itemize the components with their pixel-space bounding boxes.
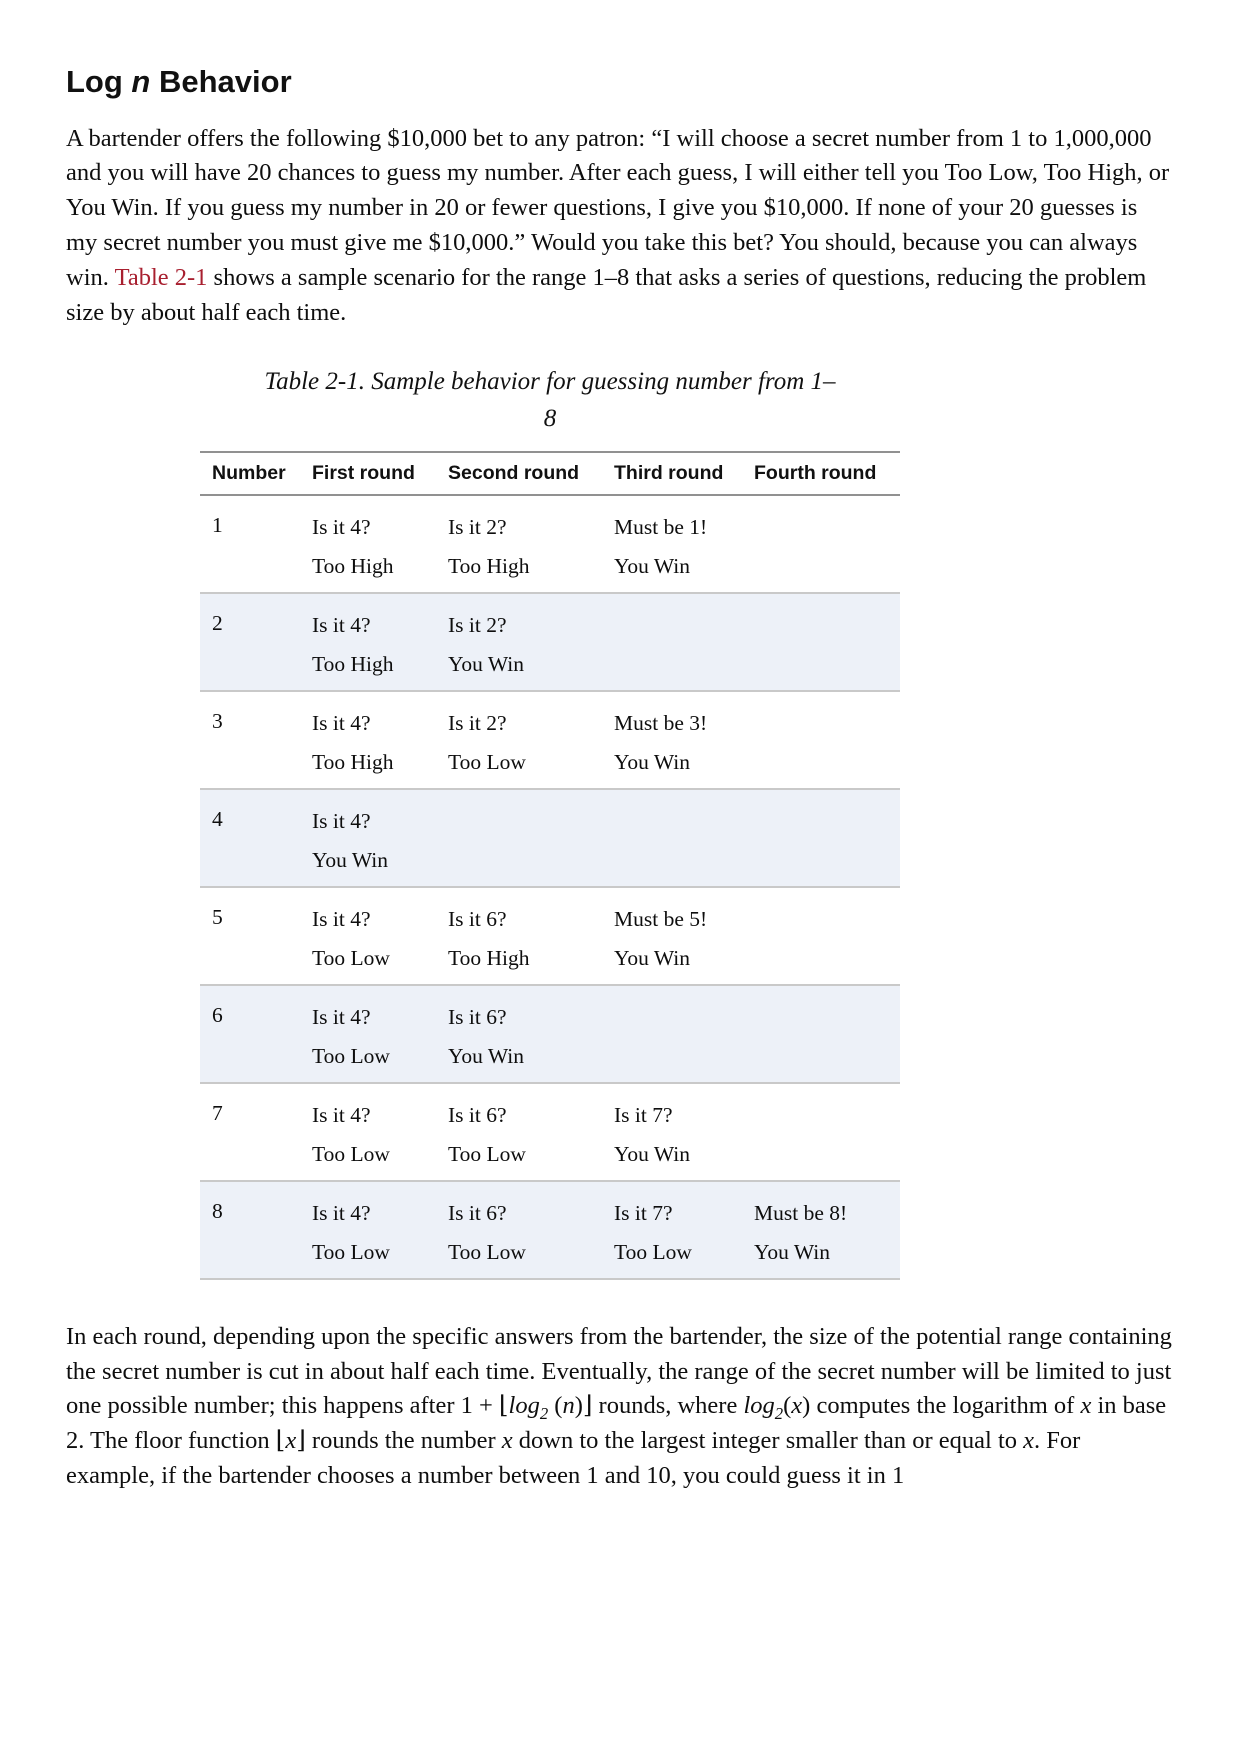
table-body xyxy=(200,495,900,1279)
cell-round xyxy=(436,495,602,593)
cell-round xyxy=(602,495,742,593)
cell-number: 2 xyxy=(212,610,223,635)
cell-question: Must be 3! xyxy=(614,710,708,735)
text-run: . For example, if the bartender chooses a number between 1 and 10, you could guess it in 1 xyxy=(66,1427,1081,1489)
cell-round xyxy=(300,495,436,593)
cell-round xyxy=(742,985,900,1083)
cell-round xyxy=(300,593,436,691)
cell-answer: Too Low xyxy=(448,1239,526,1264)
text-run: Table 2-1. Sample behavior for guessing number from 1– xyxy=(264,368,836,396)
cell-round xyxy=(436,789,602,887)
cell-number: 3 xyxy=(212,708,223,733)
cell-answer: Too Low xyxy=(614,1239,692,1264)
cell-question: Is it 4? xyxy=(312,710,371,735)
text-run: shows a sample scenario for the range 1–8 that asks a series of questions, reducing the problem size by about half each time. xyxy=(66,263,1147,326)
text-run: Behavior xyxy=(150,64,292,99)
text-run: ( xyxy=(548,1392,563,1420)
text-run: 2 xyxy=(539,1404,549,1424)
cell-round xyxy=(436,691,602,789)
closing-paragraph xyxy=(66,1320,1174,1494)
cell-question: Is it 4? xyxy=(312,1004,371,1029)
text-run: x xyxy=(1080,1392,1092,1420)
cell-round xyxy=(742,593,900,691)
cell-question: Is it 2? xyxy=(448,710,507,735)
text-run: In each round, depending upon the specific answers from the bartender, the size of the potential range containing the secret number is cut in about half each time. Eventually, the range of the secret number will be limited to just one possible number; this happens after 1 + ⌊ xyxy=(66,1322,1172,1420)
cell-question: Must be 5! xyxy=(614,906,708,931)
text-run: log xyxy=(743,1392,775,1420)
cell-round xyxy=(436,985,602,1083)
cell-answer: You Win xyxy=(614,553,691,578)
text-run: )⌋ rounds, where xyxy=(574,1392,744,1420)
cell-question: Is it 2? xyxy=(448,612,507,637)
guessing-table xyxy=(200,451,900,1280)
cell-question: Is it 4? xyxy=(312,906,371,931)
cell-question: Is it 2? xyxy=(448,514,507,539)
cell-question: Is it 6? xyxy=(448,1200,507,1225)
cell-number: 6 xyxy=(212,1002,223,1027)
cell-answer: Too Low xyxy=(312,1043,390,1068)
cell-round xyxy=(436,887,602,985)
cell-number: 7 xyxy=(212,1100,223,1125)
table-row xyxy=(200,887,900,985)
cell-round xyxy=(436,1083,602,1181)
text-run: n xyxy=(562,1392,575,1420)
cell-round xyxy=(602,789,742,887)
text-run: down to the largest integer smaller than or equal to xyxy=(512,1427,1024,1455)
cell-answer: You Win xyxy=(448,1043,525,1068)
cell-question: Is it 4? xyxy=(312,808,371,833)
table-2-1-link[interactable]: Table 2-1 xyxy=(114,263,208,291)
text-run: ( xyxy=(783,1392,792,1420)
col-header-third-round: Third round xyxy=(602,452,742,495)
cell-round xyxy=(300,887,436,985)
text-run: ) computes the logarithm of xyxy=(802,1392,1081,1420)
cell-round xyxy=(436,593,602,691)
cell-answer: Too Low xyxy=(312,1239,390,1264)
cell-question: Must be 8! xyxy=(754,1200,848,1225)
cell-answer: Too High xyxy=(312,651,394,676)
cell-answer: Too High xyxy=(312,749,394,774)
text-run: x xyxy=(285,1427,297,1455)
cell-round xyxy=(742,887,900,985)
text-run: n xyxy=(131,64,151,99)
cell-round xyxy=(742,1083,900,1181)
cell-answer: Too Low xyxy=(448,1141,526,1166)
cell-answer: Too Low xyxy=(448,749,526,774)
cell-question: Is it 7? xyxy=(614,1200,673,1225)
text-run: Log xyxy=(66,64,132,99)
cell-round xyxy=(602,985,742,1083)
table-row xyxy=(200,495,900,593)
cell-answer: Too Low xyxy=(312,945,390,970)
cell-round xyxy=(602,691,742,789)
cell-answer: Too High xyxy=(448,945,530,970)
cell-round xyxy=(436,1181,602,1279)
text-run: log xyxy=(508,1392,540,1420)
cell-number: 8 xyxy=(212,1198,223,1223)
cell-question: Is it 7? xyxy=(614,1102,673,1127)
cell-question: Is it 6? xyxy=(448,1102,507,1127)
cell-round xyxy=(602,1181,742,1279)
intro-paragraph xyxy=(66,122,1174,331)
cell-number: 5 xyxy=(212,904,223,929)
cell-round xyxy=(602,1083,742,1181)
cell-answer: You Win xyxy=(754,1239,831,1264)
text-run: x xyxy=(501,1427,513,1455)
table-row xyxy=(200,985,900,1083)
text-run: x xyxy=(1023,1427,1035,1455)
cell-answer: Too Low xyxy=(312,1141,390,1166)
table-row xyxy=(200,1181,900,1279)
text-run: ⌋ rounds the number xyxy=(296,1427,502,1455)
cell-round xyxy=(300,1181,436,1279)
cell-round xyxy=(602,593,742,691)
cell-round xyxy=(742,691,900,789)
cell-answer: You Win xyxy=(614,1141,691,1166)
text-run: 8 xyxy=(543,404,557,432)
cell-round xyxy=(742,789,900,887)
cell-question: Is it 4? xyxy=(312,514,371,539)
cell-number: 4 xyxy=(212,806,223,831)
cell-question: Is it 4? xyxy=(312,1200,371,1225)
text-run: A bartender offers the following $10,000 bet to any patron: “I will choose a secret number from 1 to 1,000,000 and you will have 20 chances to guess my number. After each guess, I will either tell you Too Low, Too High, or You Win. If you guess my number in 20 or fewer questions, I give you $10,000. If none of your 20 guesses is my secret number you must give me $10,000.” Would you take this bet? You should, because you can always win. xyxy=(66,124,1170,291)
table-header-row xyxy=(200,452,900,495)
cell-question: Is it 4? xyxy=(312,612,371,637)
cell-question: Is it 6? xyxy=(448,1004,507,1029)
cell-question: Must be 1! xyxy=(614,514,708,539)
cell-round xyxy=(300,1083,436,1181)
table-caption xyxy=(200,364,900,437)
cell-answer: You Win xyxy=(614,749,691,774)
cell-round xyxy=(300,691,436,789)
table-row xyxy=(200,691,900,789)
cell-answer: Too High xyxy=(448,553,530,578)
cell-round xyxy=(300,985,436,1083)
cell-answer: You Win xyxy=(614,945,691,970)
cell-answer: Too High xyxy=(312,553,394,578)
col-header-second-round: Second round xyxy=(436,452,602,495)
text-run: 2 xyxy=(774,1404,784,1424)
table-row xyxy=(200,1083,900,1181)
cell-round xyxy=(742,1181,900,1279)
cell-round xyxy=(742,495,900,593)
cell-answer: You Win xyxy=(312,847,389,872)
table-row xyxy=(200,789,900,887)
cell-round xyxy=(602,887,742,985)
text-run: in base 2. The floor function ⌊ xyxy=(66,1392,1167,1455)
table-block xyxy=(200,364,900,1280)
col-header-fourth-round: Fourth round xyxy=(742,452,900,495)
cell-answer: You Win xyxy=(448,651,525,676)
cell-number: 1 xyxy=(212,512,223,537)
cell-question: Is it 6? xyxy=(448,906,507,931)
page-title xyxy=(66,64,1174,100)
col-header-number: Number xyxy=(200,452,300,495)
cell-round xyxy=(300,789,436,887)
table-row xyxy=(200,593,900,691)
text-run: x xyxy=(791,1392,803,1420)
cell-question: Is it 4? xyxy=(312,1102,371,1127)
col-header-first-round: First round xyxy=(300,452,436,495)
